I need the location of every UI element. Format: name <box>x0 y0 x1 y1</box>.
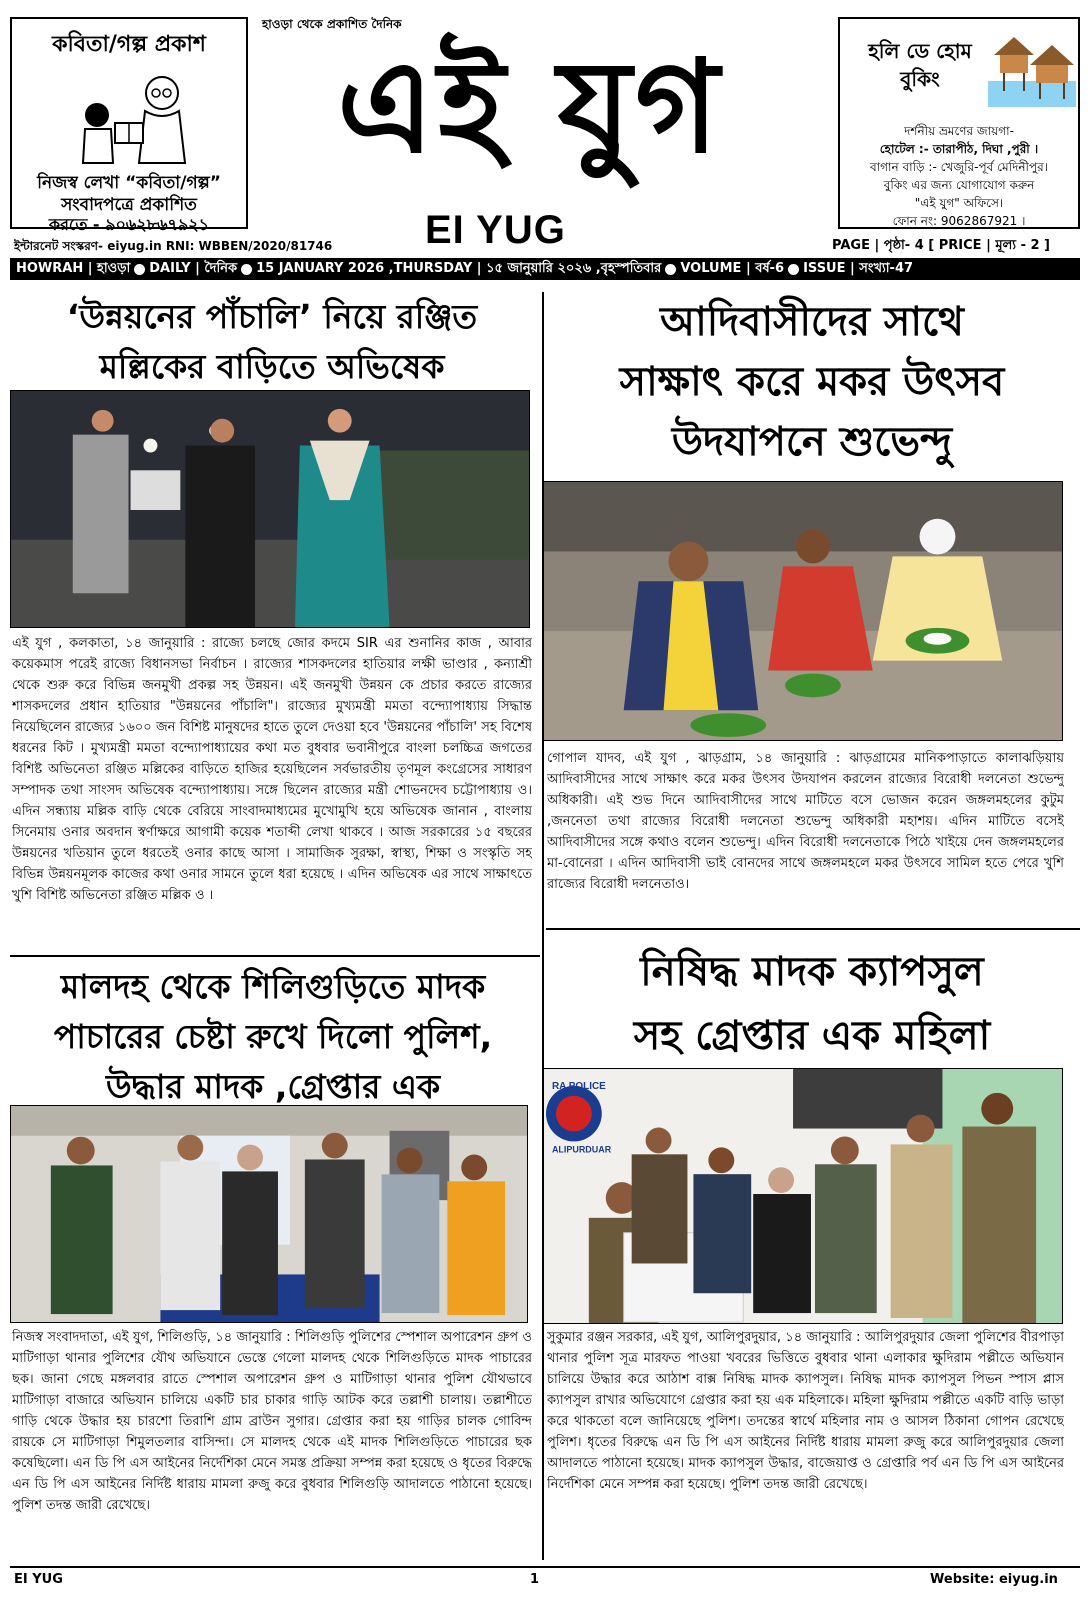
published-note: হাওড়া থেকে প্রকাশিত দৈনিক <box>262 17 402 31</box>
footer-brand: EI YUG <box>14 1572 63 1587</box>
article-4-headline-line: নিষিদ্ধ মাদক ক্যাপসুল <box>640 949 984 995</box>
promo-right-line-3: বাগান বাড়ি :- খেজুরি-পূর্ব মেদিনীপুর। <box>869 160 1049 174</box>
footer-rule <box>10 1566 1080 1568</box>
article-3-headline-line: মালদহ থেকে শিলিগুড়িতে মাদক <box>60 967 486 1006</box>
article-3-photo <box>10 1105 528 1323</box>
dateline-date: 15 JANUARY 2026 ,THURSDAY | ১৫ জানুয়ারি ২০২৬ ,বৃহস্পতিবার <box>256 260 662 276</box>
article-4-headline <box>548 940 1076 1068</box>
article-3-headline-line: পাচারের চেষ্টা রুখে দিলো পুলিশ, <box>53 1017 493 1056</box>
masthead-latin: EI YUG <box>425 208 566 252</box>
bullet-icon <box>788 264 799 275</box>
promo-right-line-2: হোটেল :- তারাপীঠ, দিঘা ,পুরী । <box>879 142 1039 156</box>
page-price: PAGE | পৃষ্ঠা- 4 [ PRICE | মূল্য - 2 ] <box>832 238 1051 253</box>
section-divider-left <box>10 955 540 957</box>
dateline-city: HOWRAH | হাওড়া <box>16 260 131 276</box>
promo-left-title: কবিতা/গল্প প্রকাশ <box>52 32 206 57</box>
dateline-frequency: DAILY | দৈনিক <box>149 260 238 276</box>
internet-edition-rni: ইন্টারনেট সংস্করণ- eiyug.in RNI: WBBEN/2020/81746 <box>14 239 333 253</box>
article-3-headline <box>10 962 536 1112</box>
article-1-photo <box>10 390 530 628</box>
article-3-body: নিজস্ব সংবাদদাতা, এই যুগ, শিলিগুড়ি, ১৪ জানুয়ারি : শিলিগুড়ি পুলিশের স্পেশাল অপারেশন গ্রুপ ও মাটিগাড়া থানার পুলিশের যৌথ অভিযানে ভেস্তে গেলো মালদহ থেকে শিলিগুড়িতে মাদক পাচারের ছক। জানা গেছে মঙ্গলবার রাতে স্পেশাল অপারেশন গ্রুপ ও মাটিগাড়া থানার পুলিশ যৌথভাবে মাটিগাড়া বাজারে অভিযান চালিয়ে একটি চার চাকার গাড়ি আটক করে তল্লাশী চালায়। তল্লাশীতে গাড়ি থেকে উদ্ধার হয় চারশো তিরাশি গ্রাম ব্রাউন সুগার। গ্রেপ্তার করা হয় গাড়ির চালক গোবিন্দ রায়কে সে মাটিগাড়া শিমুলতলার বাসিন্দা। সে মালদহ থেকে এই মাদক শিলিগুড়িতে পাচারের ছক কষেছিলো। এন ডি পি এস আইনের নির্দেশিকা মেনে সমস্ত প্রক্রিয়া সম্পন্ন করা হয়েছে ও ধৃতের বিরুদ্ধে এন ডি পি এস আইনের নির্দিষ্ট ধারায় মামলা রুজু করে বুধবার শিলিগুড়ি আদালতে পাঠানো হয়েছে। পুলিশ তদন্ত জারী রেখেছে। <box>12 1330 532 1513</box>
reading-grandmother-illustration <box>67 71 197 171</box>
bullet-icon <box>134 264 145 275</box>
article-1-headline-line: মল্লিকের বাড়িতে অভিষেক <box>99 347 445 386</box>
dateline-volume: VOLUME | বর্ষ-6 <box>680 260 785 276</box>
article-4-photo <box>543 1068 1063 1324</box>
article-3-headline-line: উদ্ধার মাদক ,গ্রেপ্তার এক <box>105 1067 441 1106</box>
article-2-body: গোপাল যাদব, এই যুগ , ঝাড়গ্রাম, ১৪ জানুয়ারি : ঝাড়গ্রামের মানিকপাড়াতে কালাঝড়িয়ায় আদিবাসীদের সাথে সাক্ষাৎ করে মকর উৎসব উদযাপন করলেন রাজ্যের বিরোধী দলনেতা শুভেন্দু অধিকারী। এই শুভ দিনে আদিবাসীদের সাথে মাটিতে বসে ভোজন করেন জঙ্গলমহলের কুটুম ,জননেতা তথা রাজ্যের বিরোধী দলনেতা শুভেন্দু অধিকারী মহাশয়। এদিন মাটিতে বসেই আদিবাসীদের সঙ্গে কথাও বলেন শুভেন্দু। এদিন বিরোধী দলনেতাকে পিঠে খাইয়ে দেন জঙ্গলমহলের মা-বোনেরা । এদিন আদিবাসী ভাই বোনদের সাথে জঙ্গলমহলে মকর উৎসবে সামিল হতে পেরে খুশি রাজ্যের বিরোধী দলনেতাও। <box>547 751 1064 892</box>
masthead-logo: এই যুগ <box>336 33 724 182</box>
promo-right-line-4: বুকিং এর জন্য যোগাযোগ করুন <box>883 178 1035 192</box>
bullet-icon <box>665 264 676 275</box>
bullet-icon <box>241 264 252 275</box>
holiday-home-promo-box <box>838 17 1080 229</box>
article-4-headline-line: সহ গ্রেপ্তার এক মহিলা <box>633 1013 991 1059</box>
article-4-body: সুকুমার রঞ্জন সরকার, এই যুগ, আলিপুরদুয়ার, ১৪ জানুয়ারি : আলিপুরদুয়ার জেলা পুলিশের বীরপাড়া থানার পুলিশ সূত্র মারফত পাওয়া খবরের ভিত্তিতে বুধবার থানা এলাকার ক্ষুদিরাম পল্লীতে অভিযান চালিয়ে উদ্ধার করে আঠাশ বাক্স নিষিদ্ধ মাদক ক্যাপসুল। নিষিদ্ধ মাদক ক্যাপসুল পিভন স্পাস প্লাস ক্যাপসুল রাখার অভিযোগে গ্রেপ্তার করা হয় এক মহিলাকে। মহিলা ক্ষুদিরাম পল্লীতে একটি বাড়ি ভাড়া করে থাকতো বলে জানিয়েছে পুলিশ। তদন্তের স্বার্থে মহিলার নাম ও আসল ঠিকানা গোপন রেখেছে পুলিশ। ধৃতের বিরুদ্ধে এন ডি পি এস আইনের নির্দিষ্ট ধারায় মামলা রুজু করে আলিপুরদুয়ার জেলা আদালতে পাঠানো হয়েছে। মাদক ক্যাপসুল উদ্ধার, বাজেয়াপ্ত ও গ্রেপ্তারি পর্ব এন ডি পি এস আইনের নির্দেশিকা মেনে সম্পন্ন করা হয়েছে। পুলিশ তদন্ত জারী রেখেছে। <box>547 1330 1064 1492</box>
section-divider-right <box>546 928 1080 930</box>
promo-right-line-5: "এই যুগ" অফিসে। <box>914 196 1004 210</box>
poetry-story-promo-box <box>10 17 248 234</box>
article-1-headline <box>12 292 532 392</box>
article-1-body: এই যুগ , কলকাতা, ১৪ জানুয়ারি : রাজ্যে চলছে জোর কদমে SIR এর শুনানির কাজ , আবার কয়েকমাস পরেই রাজ্যে বিধানসভা নির্বাচন । রাজ্যের শাসকদলের হাতিয়ার লক্ষী ভাণ্ডার , কন্যাশ্রী থেকে শুরু করে বিভিন্ন জনমুখী প্রকল্প সহ উন্নয়ন। এই জনমুখী উন্নয়ন কে প্রচার করতে রাজ্যের শাসকদলের প্রধান হাতিয়ার "উন্নয়নের পাঁচালি"। রাজ্যের মুখ্যমন্ত্রী মমতা বন্দ্যোপাধ্যায় সিদ্ধান্ত নিয়েছিলেন রাজ্যের ১৬০০ জন বিশিষ্ট মানুষদের হাতে তুলে দেওয়া হবে 'উন্নয়নের পাঁচালি' সহ বিশেষ ধরনের কিট । মুখ্যমন্ত্রী মমতা বন্দ্যোপাধ্যায়ের কথা মত বুধবার ভবানীপুরে বাংলা চলচ্চিত্র জগতের বিশিষ্ট অভিনেতা রঞ্জিত মল্লিকের বাড়িতে হাজির হয়েছিলেন সর্বভারতীয় তৃণমূল কংগ্রেসের সাধারণ সম্পাদক তথা সাংসদ অভিষেক বন্দ্যোপাধ্যায়। সঙ্গে ছিলেন রাজ্যের মন্ত্রী শোভনদেব চট্টোপাধ্যায় ও।এদিন সন্ধ্যায় মল্লিক বাড়ি থেকে বেরিয়ে সাংবাদমাধ্যমের মুখোমুখি হয়ে অভিষেক জানান , বাংলায় সিনেমায় ওনার অবদান স্বর্ণাক্ষরে আগামী কয়েক শতাব্দী লেখা থাকবে । আজ সরকারের ১৫ বছরের উন্নয়নের খতিয়ান তুলে ধরতেই ওনার কাছে আসা । সামাজিক সুরক্ষা, স্বাস্থ্য, শিক্ষা ও সংস্কৃতি সহ বিভিন্ন উন্নয়নমূলক কাজের কথা ওনার সামনে তুলে ধরা হয়েছে । এদিন অভিষেক এর সাথে সাক্ষাৎতে খুশি বিশিষ্ট অভিনেতা রঞ্জিত মল্লিক ও । <box>12 636 532 903</box>
footer-website-link[interactable]: Website: eiyug.in <box>930 1572 1058 1587</box>
article-2-headline-line: উদযাপনে শুভেন্দু <box>671 419 953 465</box>
promo-left-line-1: নিজস্ব লেখা “কবিতা/গল্প” <box>37 173 221 193</box>
promo-right-title: হলি ডে হোম বুকিং <box>868 39 972 91</box>
article-2-headline <box>548 292 1076 472</box>
dateline-bar <box>10 258 1080 280</box>
article-2-photo <box>543 481 1063 741</box>
photo-4-sign: RA POLICE <box>551 1080 606 1092</box>
promo-left-line-2: সংবাদপত্রে প্রকাশিত <box>61 195 197 215</box>
footer-page-number: 1 <box>530 1572 540 1587</box>
promo-left-line-3: করতে - ৯০৬২৮৬৭৯২১ <box>48 215 210 234</box>
beach-hut-icon <box>988 25 1076 107</box>
article-1-headline-line: ‘উন্নয়নের পাঁচালি’ নিয়ে রঞ্জিত <box>66 297 478 336</box>
promo-right-line-6: ফোন নং: 9062867921 । <box>892 214 1026 228</box>
article-2-headline-line: আদিবাসীদের সাথে <box>660 299 964 345</box>
article-2-headline-line: সাক্ষাৎ করে মকর উৎসব <box>619 359 1005 405</box>
promo-right-line-1: দর্শনীয় ভ্রমণের জায়গা- <box>904 124 1014 138</box>
photo-4-sign-2: ALIPURDUAR <box>551 1144 612 1155</box>
dateline-issue: ISSUE | সংখ্যা-47 <box>803 260 914 276</box>
